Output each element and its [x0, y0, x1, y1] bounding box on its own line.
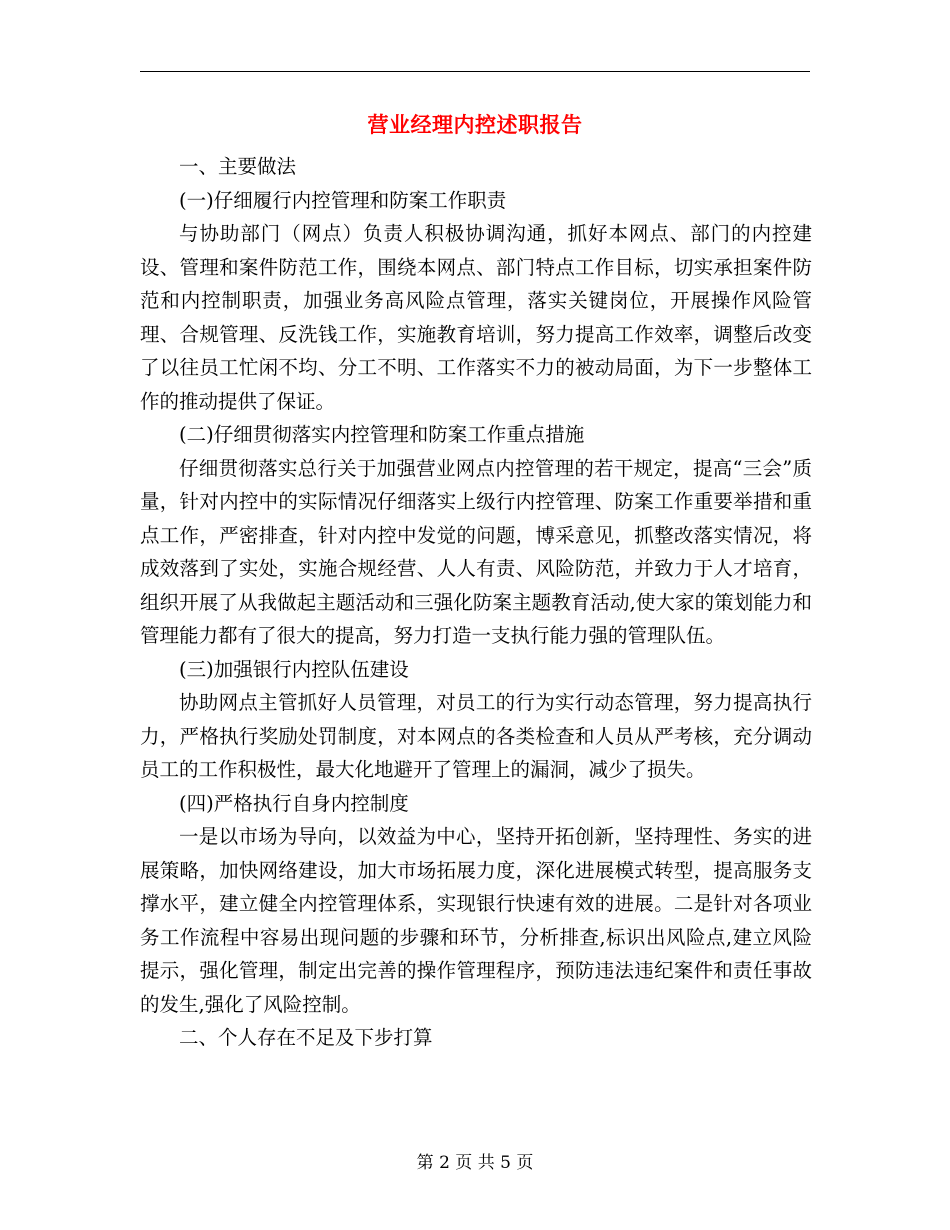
section-heading-1: 一、主要做法	[179, 155, 297, 178]
body-paragraph-4: 一是以市场为导向，以效益为中心，坚持开拓创新，坚持理性、务实的进展策略，加快网络建设，加大市场拓展力度，深化进展模式转型，提高服务支撑水平，建立健全内控管理体系，实现银行快速有效的进展。二是针对各项业务工作流程中容易出现问题的步骤和环节，分析排查,标识出风险点,建立风险提示，强化管理，制定出完善的操作管理程序，预防违法违纪案件和责任事故的发生,强化了风险控制。	[140, 825, 812, 1016]
document-title: 营业经理内控述职报告	[367, 112, 583, 137]
subsection-heading-3: (三)加强银行内控队伍建设	[179, 657, 409, 681]
body-paragraph-1: 与协助部门（网点）负责人积极协调沟通，抓好本网点、部门的内控建设、管理和案件防范工作，围绕本网点、部门特点工作目标，切实承担案件防范和内控制职责，加强业务高风险点管理，落实关键岗位，开展操作风险管理、合规管理、反洗钱工作，实施教育培训，努力提高工作效率，调整后改变了以往员工忙闲不均、分工不明、工作落实不力的被动局面，为下一步整体工作的推动提供了保证。	[140, 222, 812, 413]
header-rule	[140, 71, 810, 72]
page-number-footer: 第 2 页 共 5 页	[416, 1153, 534, 1173]
body-paragraph-2: 仔细贯彻落实总行关于加强营业网点内控管理的若干规定，提高“三会”质量，针对内控中的实际情况仔细落实上级行内控管理、防案工作重要举措和重点工作，严密排查，针对内控中发觉的问题，博采意见，抓整改落实情况，将成效落到了实处，实施合规经营、人人有责、风险防范，并致力于人才培育，组织开展了从我做起主题活动和三强化防案主题教育活动,使大家的策划能力和管理能力都有了很大的提高，努力打造一支执行能力强的管理队伍。	[140, 456, 812, 647]
document-body	[140, 150, 812, 1055]
section-heading-2: 二、个人存在不足及下步打算	[179, 1026, 433, 1049]
subsection-heading-1: (一)仔细履行内控管理和防案工作职责	[179, 188, 507, 212]
subsection-heading-4: (四)严格执行自身内控制度	[179, 791, 409, 815]
body-paragraph-3: 协助网点主管抓好人员管理，对员工的行为实行动态管理，努力提高执行力，严格执行奖励处罚制度，对本网点的各类检查和人员从严考核，充分调动员工的工作积极性，最大化地避开了管理上的漏洞，减少了损失。	[140, 691, 812, 781]
subsection-heading-2: (二)仔细贯彻落实内控管理和防案工作重点措施	[179, 423, 585, 446]
